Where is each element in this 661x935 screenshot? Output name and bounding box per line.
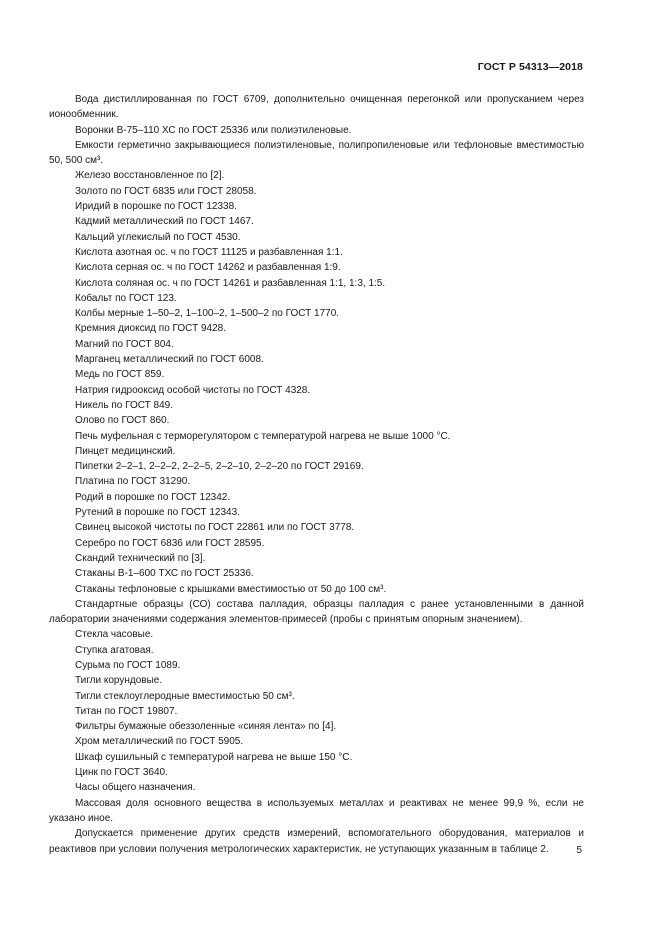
paragraph: Марганец металлический по ГОСТ 6008. — [75, 354, 264, 366]
paragraph: Шкаф сушильный с температурой нагрева не выше 150 °С. — [75, 751, 353, 763]
paragraph: Допускается применение других средств измерений, вспомогательного оборудования, материалов и реактивов при условии получения метрологических характеристик, не уступающих указанным в таблице 2. — [49, 828, 584, 855]
paragraph: Кислота азотная ос. ч по ГОСТ 11125 и разбавленная 1:1. — [75, 246, 343, 258]
paragraph: Кислота серная ос. ч по ГОСТ 14262 и разбавленная 1:9. — [75, 262, 341, 274]
paragraph: Воронки В-75–110 ХС по ГОСТ 25336 или полиэтиленовые. — [75, 124, 352, 136]
paragraph: Вода дистиллированная по ГОСТ 6709, дополнительно очищенная перегонкой или пропусканием через ионообменник. — [49, 94, 584, 121]
paragraph: Массовая доля основного вещества в используемых металлах и реактивах не менее 99,9 %, если не указано иное. — [49, 797, 584, 824]
paragraph: Пипетки 2–2–1, 2–2–2, 2–2–5, 2–2–10, 2–2–20 по ГОСТ 29169. — [75, 461, 364, 473]
paragraph: Кислота соляная ос. ч по ГОСТ 14261 и разбавленная 1:1, 1:3, 1:5. — [75, 277, 386, 289]
paragraph: Магний по ГОСТ 804. — [75, 338, 174, 350]
paragraph: Свинец высокой чистоты по ГОСТ 22861 или по ГОСТ 3778. — [75, 522, 355, 534]
paragraph: Титан по ГОСТ 19807. — [75, 705, 178, 717]
paragraph: Родий в порошке по ГОСТ 12342. — [75, 491, 231, 503]
paragraph: Емкости герметично закрывающиеся полиэтиленовые, полипропиленовые или тефлоновые вместимостью 50, 500 см³. — [49, 139, 584, 167]
paragraph: Ступка агатовая. — [75, 644, 154, 656]
paragraph: Серебро по ГОСТ 6836 или ГОСТ 28595. — [75, 537, 265, 549]
paragraph: Рутений в порошке по ГОСТ 12343. — [75, 507, 240, 519]
paragraph: Кремния диоксид по ГОСТ 9428. — [75, 323, 226, 335]
paragraph: Сурьма по ГОСТ 1089. — [75, 659, 181, 671]
paragraph: Пинцет медицинский. — [75, 445, 176, 457]
paragraph: Натрия гидрооксид особой чистоты по ГОСТ 4328. — [75, 384, 311, 396]
paragraph: Хром металлический по ГОСТ 5905. — [75, 736, 244, 748]
paragraph: Стаканы В-1–600 ТХС по ГОСТ 25336. — [75, 568, 254, 580]
paragraph: Цинк по ГОСТ 3640. — [75, 767, 168, 779]
paragraph: Кадмий металлический по ГОСТ 1467. — [75, 216, 254, 228]
paragraph: Тигли стеклоуглеродные вместимостью 50 см³. — [75, 690, 295, 702]
paragraph: Стаканы тефлоновые с крышками вместимостью от 50 до 100 см³. — [75, 583, 387, 595]
paragraph: Печь муфельная с терморегулятором с температурой нагрева не выше 1000 °С. — [75, 430, 451, 442]
paragraph: Медь по ГОСТ 859. — [75, 369, 165, 381]
paragraph: Иридий в порошке по ГОСТ 12338. — [75, 201, 237, 213]
paragraph: Золото по ГОСТ 6835 или ГОСТ 28058. — [75, 185, 257, 197]
paragraph: Фильтры бумажные обеззоленные «синяя лента» по [4]. — [75, 721, 337, 733]
paragraph: Стандартные образцы (СО) состава палладия, образцы палладия с ранее установленными в данной лаборатории значениями содержания элементов-примесей (пробы с принятым опорным значением). — [49, 598, 584, 626]
document-body — [49, 92, 584, 857]
paragraph: Скандий технический по [3]. — [75, 552, 206, 564]
page-number: 5 — [576, 845, 582, 856]
paragraph: Железо восстановленное по [2]. — [75, 170, 225, 182]
paragraph: Кобальт по ГОСТ 123. — [75, 292, 177, 304]
paragraph: Часы общего назначения. — [75, 782, 196, 794]
paragraph: Тигли корундовые. — [75, 675, 163, 687]
paragraph: Колбы мерные 1–50–2, 1–100–2, 1–500–2 по ГОСТ 1770. — [75, 308, 340, 320]
paragraph: Олово по ГОСТ 860. — [75, 415, 170, 427]
paragraph: Кальций углекислый по ГОСТ 4530. — [75, 231, 241, 243]
paragraph: Никель по ГОСТ 849. — [75, 399, 173, 411]
paragraph: Стекла часовые. — [75, 629, 154, 641]
standard-header: ГОСТ Р 54313—2018 — [477, 61, 583, 73]
paragraph: Платина по ГОСТ 31290. — [75, 476, 191, 488]
